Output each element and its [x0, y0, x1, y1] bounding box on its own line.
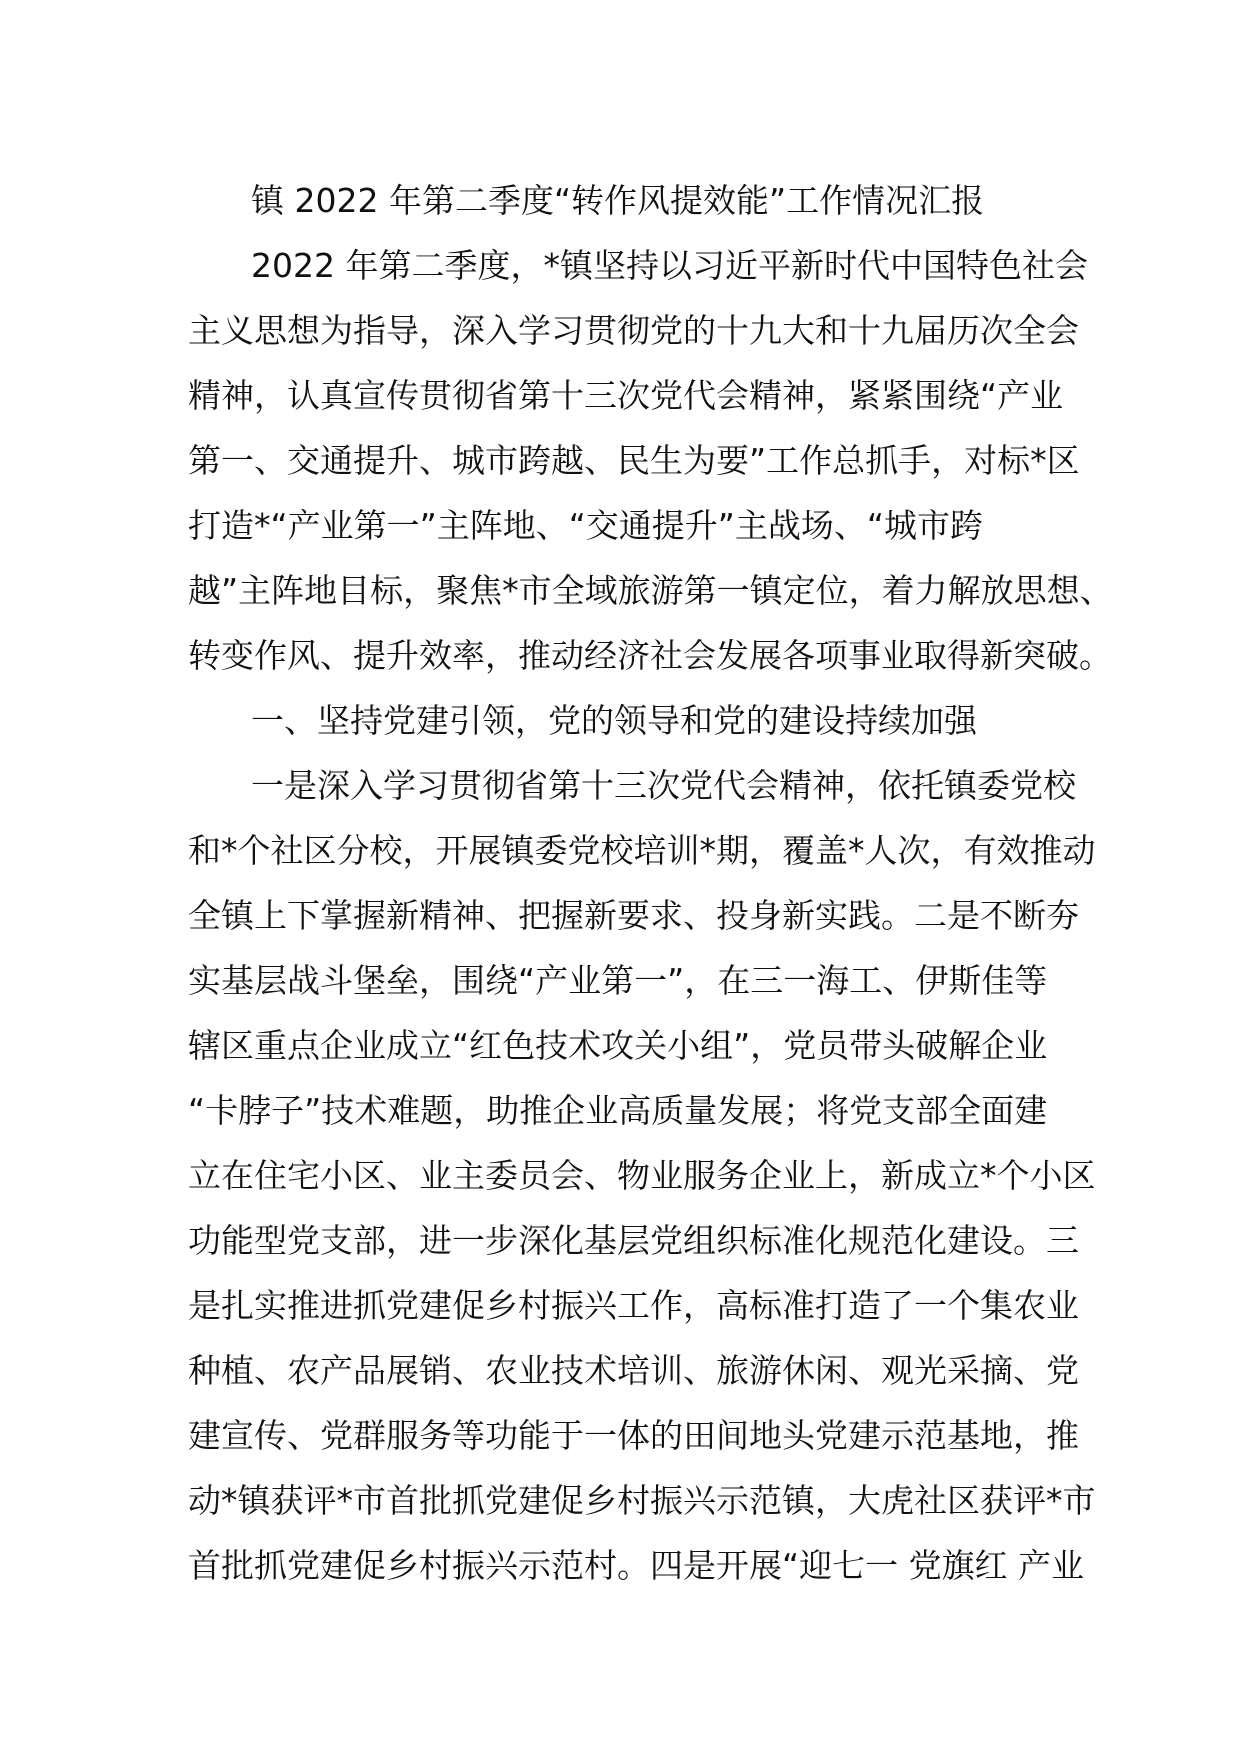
paragraph-body-line: 辖区重点企业成立“红色技术攻关小组”，党员带头破解企业: [188, 1026, 1048, 1065]
paragraph-body-line: 实基层战斗堡垒，围绕“产业第一”，在三一海工、伊斯佳等: [188, 961, 1048, 1000]
paragraph-body-line: “卡脖子”技术难题，助推企业高质量发展；将党支部全面建: [188, 1091, 1048, 1130]
paragraph-body-line: 是扎实推进抓党建促乡村振兴工作，高标准打造了一个集农业: [188, 1286, 1079, 1325]
paragraph-intro-line: 越”主阵地目标，聚焦*市全域旅游第一镇定位，着力解放思想、: [188, 571, 1113, 610]
paragraph-body-line: 立在住宅小区、业主委员会、物业服务企业上，新成立*个小区: [188, 1156, 1096, 1195]
paragraph-body-line: 首批抓党建促乡村振兴示范村。四是开展“迎七一 党旗红 产业: [188, 1546, 1085, 1585]
paragraph-body-line: 一是深入学习贯彻省第十三次党代会精神，依托镇委党校: [251, 766, 1076, 805]
paragraph-intro-line: 打造*“产业第一”主阵地、“交通提升”主战场、“城市跨: [188, 506, 983, 545]
section-heading: 一、坚持党建引领，党的领导和党的建设持续加强: [251, 701, 977, 740]
paragraph-body-line: 种植、农产品展销、农业技术培训、旅游休闲、观光采摘、党: [188, 1351, 1079, 1390]
paragraph-intro-line: 第一、交通提升、城市跨越、民生为要”工作总抓手，对标*区: [188, 441, 1080, 480]
paragraph-body-line: 动*镇获评*市首批抓党建促乡村振兴示范镇，大虎社区获评*市: [188, 1481, 1096, 1520]
paragraph-intro-line: 2022 年第二季度，*镇坚持以习近平新时代中国特色社会: [251, 246, 1088, 285]
document-body: [188, 168, 1113, 1598]
paragraph-body-line: 建宣传、党群服务等功能于一体的田间地头党建示范基地，推: [188, 1416, 1079, 1455]
paragraph-intro-line: 主义思想为指导，深入学习贯彻党的十九大和十九届历次全会: [188, 311, 1079, 350]
paragraph-body-line: 和*个社区分校，开展镇委党校培训*期，覆盖*人次，有效推动: [188, 831, 1096, 870]
paragraph-body-line: 功能型党支部，进一步深化基层党组织标准化规范化建设。三: [188, 1221, 1079, 1260]
paragraph-intro-line: 精神，认真宣传贯彻省第十三次党代会精神，紧紧围绕“产业: [188, 376, 1064, 415]
paragraph-body-line: 全镇上下掌握新精神、把握新要求、投身新实践。二是不断夯: [188, 896, 1079, 935]
document-title: 镇 2022 年第二季度“转作风提效能”工作情况汇报: [251, 181, 985, 220]
paragraph-intro-line: 转变作风、提升效率，推动经济社会发展各项事业取得新突破。: [188, 636, 1112, 675]
